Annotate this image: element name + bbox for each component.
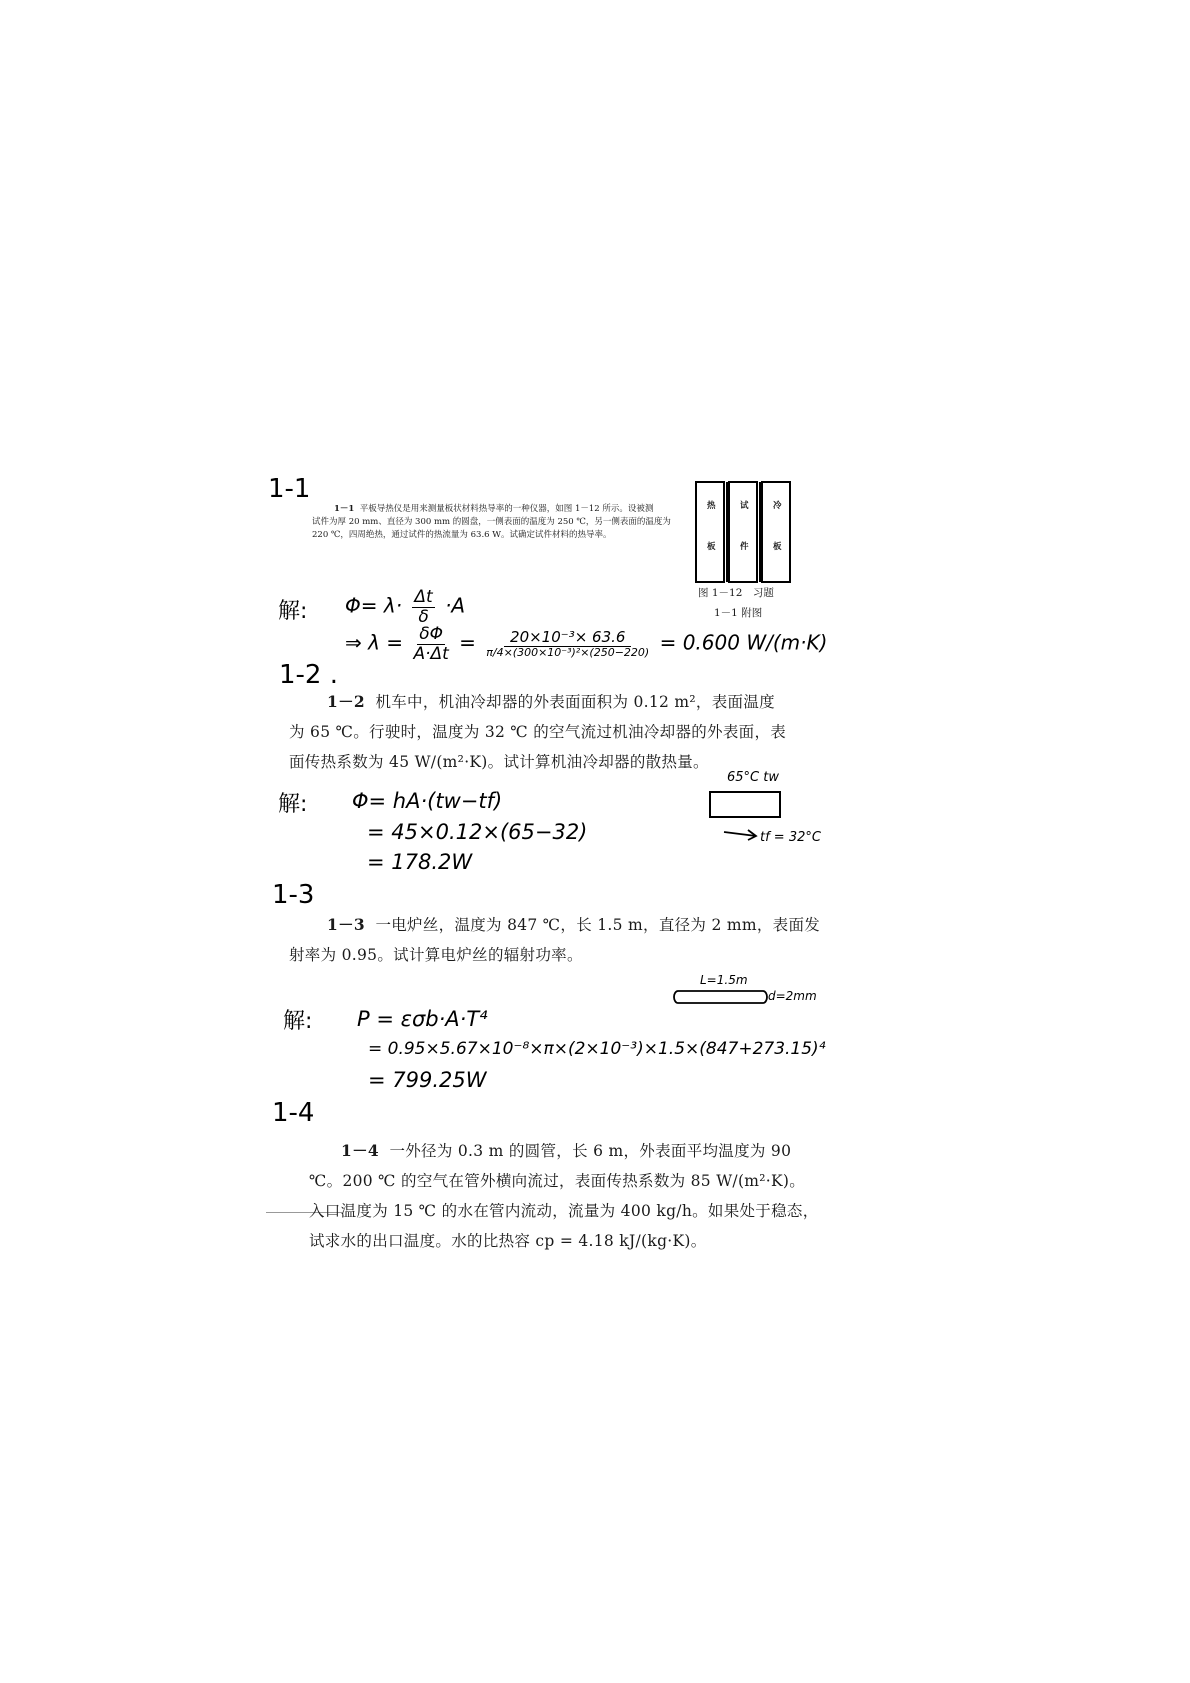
solution-1-3-line-1: P = εσb·A·T⁴: [357, 1007, 488, 1031]
eq2-denominator-2: π/4×(300×10⁻³)²×(250−220): [486, 645, 650, 659]
solution-1-3-line-3: = 799.25W: [368, 1068, 487, 1092]
figure-label-sample-bottom: 件: [740, 542, 749, 552]
problem-1-3-line-1: 一电炉丝，温度为 847 ℃，长 1.5 m，直径为 2 mm，表面发: [375, 916, 821, 934]
solution-1-2-label: 解:: [278, 792, 308, 817]
problem-1-1-tag: 1-1: [268, 474, 311, 504]
problem-1-4-line-3: 入口温度为 15 ℃ 的水在管内流动，流量为 400 kg/h。如果处于稳态，: [309, 1202, 819, 1220]
figure-label-cold-bottom: 板: [773, 542, 782, 552]
solution-1-1-eq1: [345, 588, 465, 626]
eq1-numerator: Δt: [414, 587, 433, 607]
problem-1-1-line-1: 平板导热仪是用来测量板状材料热导率的一种仪器，如图 1－12 所示。设被测: [359, 504, 654, 514]
eq1-denominator: δ: [418, 606, 429, 627]
sketch-1-3-length-label: L=1.5m: [700, 973, 748, 987]
problem-1-4-line-1: 一外径为 0.3 m 的圆管，长 6 m，外表面平均温度为 90: [389, 1142, 792, 1160]
problem-1-3-tag: 1-3: [272, 880, 315, 910]
eq1-rhs: ·A: [445, 593, 466, 618]
problem-1-4-tag: 1-4: [272, 1098, 315, 1128]
figure-caption-line-1: 图 1－12 习题: [698, 587, 774, 599]
problem-1-4-line-2: ℃。200 ℃ 的空气在管外横向流过，表面传热系数为 85 W/(m²·K)。: [309, 1172, 806, 1190]
problem-1-4-statement: [309, 1136, 819, 1256]
solution-1-3-label: 解:: [283, 1009, 313, 1034]
eq2-fraction-1: [413, 625, 448, 663]
problem-1-2-line-3: 面传热系数为 45 W/(m²·K)。试计算机油冷却器的散热量。: [289, 753, 709, 771]
figure-caption-line-2: 1－1 附图: [714, 607, 763, 619]
problem-1-2-tag: 1-2 .: [279, 660, 338, 690]
figure-label-hot-top: 热: [707, 501, 716, 511]
problem-1-2-number: 1－2: [327, 692, 365, 711]
eq2-numerator-2: 20×10⁻³× 63.6: [504, 629, 631, 647]
problem-1-3-line-2: 射率为 0.95。试计算电炉丝的辐射功率。: [289, 946, 583, 964]
solution-1-2-line-2: = 45×0.12×(65−32): [367, 820, 588, 844]
problem-1-4-line-4: 试求水的出口温度。水的比热容 cp = 4.18 kJ/(kg·K)。: [309, 1232, 707, 1250]
problem-1-1-number: 1－1: [334, 504, 355, 514]
solution-1-1-eq2: [345, 625, 827, 663]
problem-1-2-line-1: 机车中，机油冷却器的外表面面积为 0.12 m²，表面温度: [375, 693, 775, 711]
sketch-1-3-diameter-label: d=2mm: [768, 989, 817, 1003]
problem-1-1-statement: [312, 503, 671, 542]
eq2-lhs: ⇒ λ =: [345, 630, 404, 655]
eq2-denominator-1: A·Δt: [413, 643, 449, 664]
solution-1-2-line-3: = 178.2W: [367, 850, 473, 874]
eq1-fraction: [412, 588, 434, 626]
problem-1-2-line-2: 为 65 ℃。行驶时，温度为 32 ℃ 的空气流过机油冷却器的外表面，表: [289, 723, 787, 741]
problem-1-2-statement: [289, 687, 786, 777]
problem-1-3-number: 1－3: [327, 915, 365, 934]
eq2-numerator-1: δΦ: [419, 624, 443, 644]
eq2-fraction-2: [486, 629, 649, 659]
sketch-1-3-wire: [673, 988, 773, 1008]
solution-1-3-line-2: = 0.95×5.67×10⁻⁸×π×(2×10⁻³)×1.5×(847+273.15)⁴: [368, 1039, 826, 1059]
figure-label-sample-top: 试: [740, 501, 749, 511]
figure-label-cold-top: 冷: [773, 501, 782, 511]
eq1-lhs: Φ= λ·: [345, 593, 403, 618]
figure-1-12-plates: [694, 480, 794, 584]
problem-1-1-line-2: 试件为厚 20 mm、直径为 300 mm 的圆盘，一侧表面的温度为 250 ℃，另一侧表面的温度为: [312, 517, 671, 527]
problem-1-1-line-3: 220 ℃，四周绝热，通过试件的热流量为 63.6 W。试确定试件材料的热导率。: [312, 530, 612, 540]
problem-1-4-number: 1－4: [341, 1141, 379, 1160]
sketch-1-2-air-label: tf = 32°C: [760, 830, 821, 845]
solution-1-1-label: 解:: [278, 599, 308, 624]
sketch-1-2-temp-label: 65°C tw: [727, 770, 779, 785]
problem-1-3-statement: [289, 910, 820, 970]
eq2-result: = 0.600 W/(m·K): [659, 630, 828, 655]
figure-label-hot-bottom: 板: [707, 542, 716, 552]
eq2-equals: =: [459, 630, 476, 655]
solution-1-2-line-1: Φ= hA·(tw−tf): [352, 789, 503, 813]
